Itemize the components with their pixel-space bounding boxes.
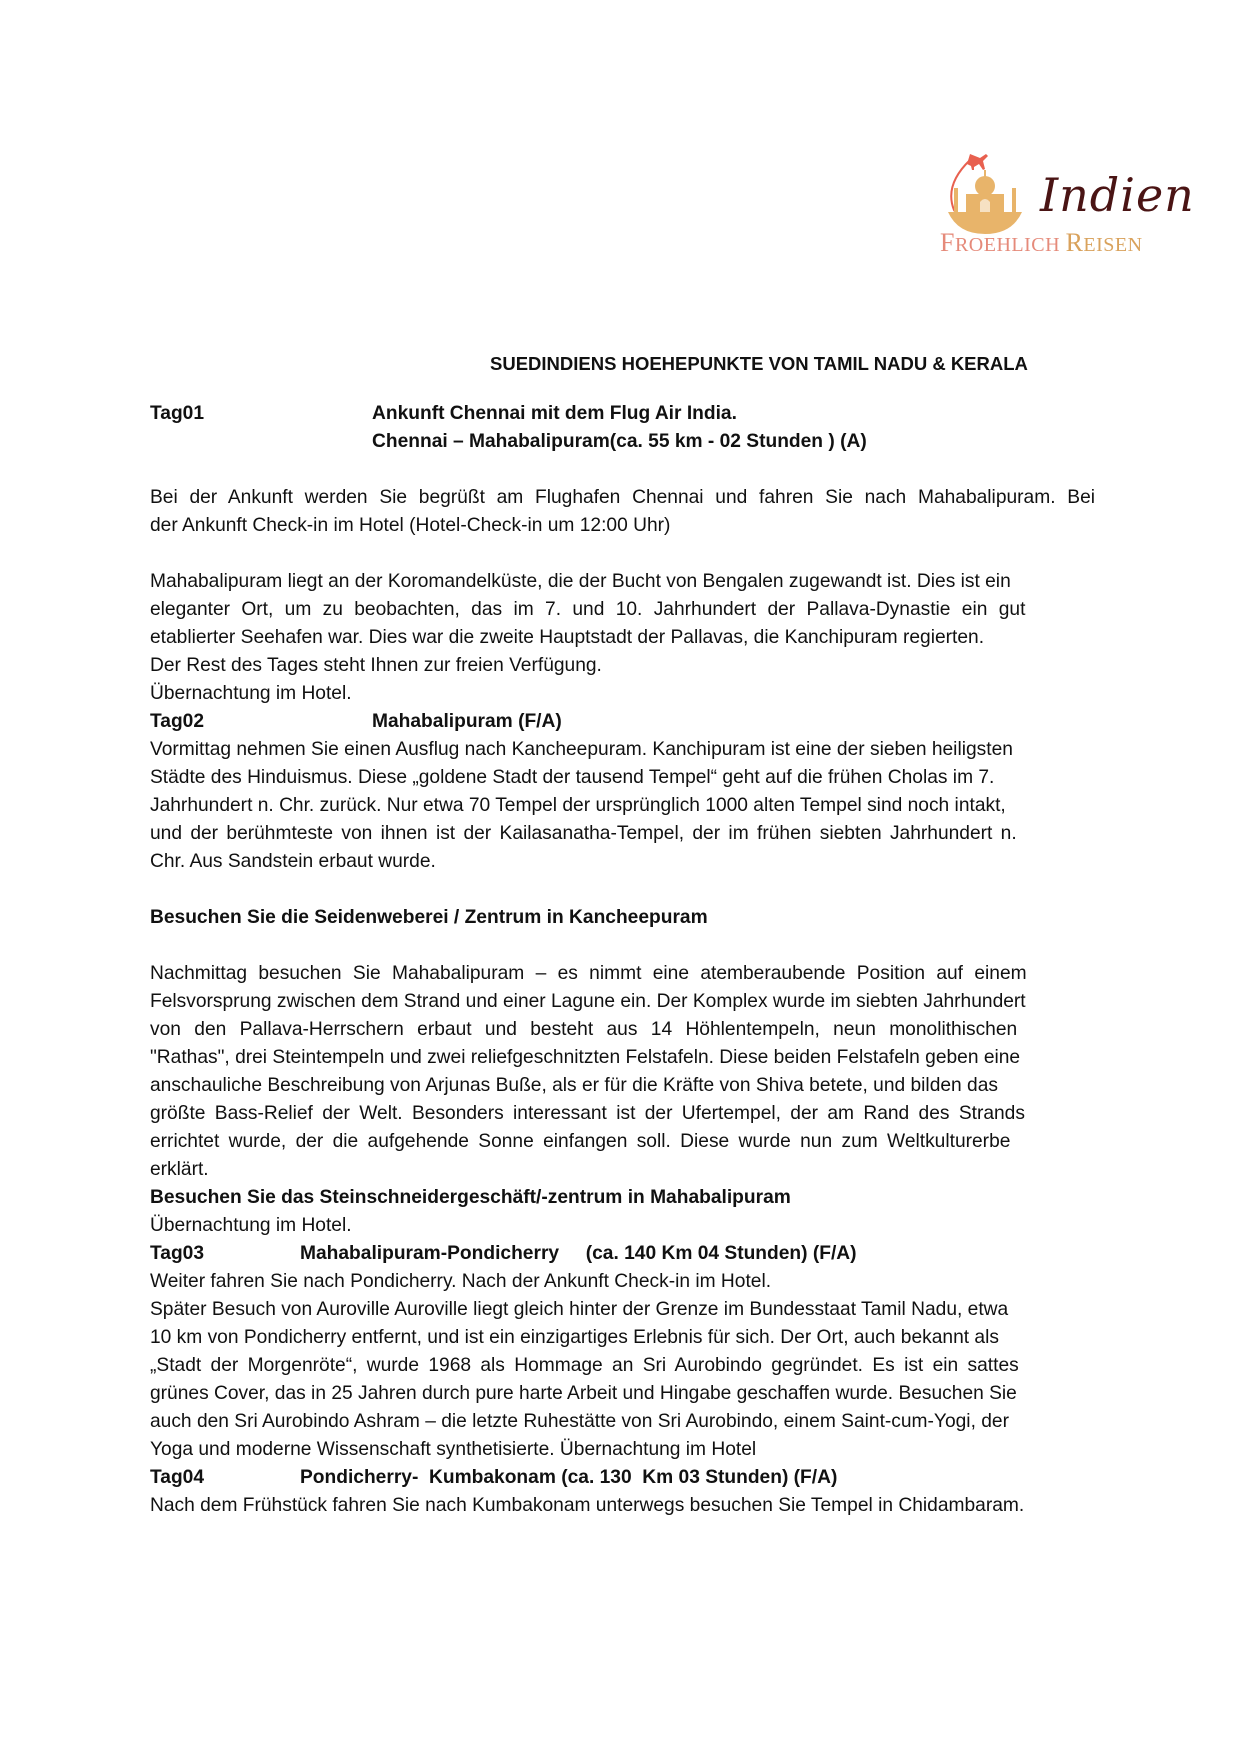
taj-mahal-plane-icon (940, 150, 1040, 235)
day-route-01b: Chennai – Mahabalipuram(ca. 55 km - 02 Stunden ) (A) (372, 431, 867, 452)
day01-mahabalipuram-paragraph: Mahabalipuram liegt an der Koromandelküste, die der Bucht von Bengalen zugewandt ist. Dies ist ein eleganter Ort, um zu beobachten, das im 7. und 10. Jahrhundert der Pallava-Dynastie ein gut etablierter Seehafen war. Dies war die zweite Hauptstadt der Pallavas, die Kanchipuram regierten. Der Rest des Tages steht Ihnen zur freien Verfügung. Übernachtung im Hotel. (150, 571, 1026, 704)
day-route-04: Pondicherry- Kumbakonam (ca. 130 Km 03 Stunden) (F/A) (300, 1467, 838, 1488)
day-label-01: Tag01 (150, 403, 205, 424)
day02-silk-weaving-visit: Besuchen Sie die Seidenweberei / Zentrum in Kancheepuram (150, 907, 708, 928)
day-route-02: Mahabalipuram (F/A) (372, 711, 562, 732)
day02-stone-carving-visit: Besuchen Sie das Steinschneidergeschäft/-zentrum in Mahabalipuram (150, 1187, 791, 1208)
day04-paragraph: Nach dem Frühstück fahren Sie nach Kumbakonam unterwegs besuchen Sie Tempel in Chidambaram. (150, 1495, 1025, 1516)
day-label-02: Tag02 (150, 711, 205, 732)
logo-subtitle: FROEHLICH REISEN (940, 228, 1143, 257)
document-title: SUEDINDIENS HOEHEPUNKTE VON TAMIL NADU & KERALA (490, 353, 1028, 374)
company-logo (940, 150, 1195, 260)
day02-overnight: Übernachtung im Hotel. (150, 1215, 352, 1236)
day-route-01a: Ankunft Chennai mit dem Flug Air India. (372, 403, 737, 424)
day03-paragraph: Weiter fahren Sie nach Pondicherry. Nach der Ankunft Check-in im Hotel. Später Besuch von Auroville Auroville liegt gleich hinter der Grenze im Bundesstaat Tamil Nadu, etwa 10 km von Pondicherry entfernt, und ist ein einzigartiges Erlebnis für sich. Der Ort, auch bekannt als „Stadt der Morgenröte“, wurde 1968 als Hommage an Sri Aurobindo gegründet. Es ist ein sattes grünes Cover, das in 25 Jahren durch pure harte Arbeit und Hingabe geschaffen wurde. Besuchen Sie auch den Sri Aurobindo Ashram – die letzte Ruhestätte von Sri Aurobindo, einem Saint-cum-Yogi, der Yoga und moderne Wissenschaft synthetisierte. Übernachtung im Hotel (150, 1271, 1019, 1460)
logo-wordmark: Indien (1040, 168, 1195, 222)
day02-morning-paragraph: Vormittag nehmen Sie einen Ausflug nach Kancheepuram. Kanchipuram ist eine der sieben heiligsten Städte des Hinduismus. Diese „goldene Stadt der tausend Tempel“ geht auf die frühen Cholas im 7. Jahrhundert n. Chr. zurück. Nur etwa 70 Tempel der ursprünglich 1000 alten Tempel sind noch intakt, und der berühmteste von ihnen ist der Kailasanatha-Tempel, der im frühen siebten Jahrhundert n. Chr. Aus Sandstein erbaut wurde. (150, 739, 1017, 872)
day-label-04: Tag04 (150, 1467, 205, 1488)
day-label-03: Tag03 (150, 1243, 205, 1264)
day01-arrival-paragraph: Bei der Ankunft werden Sie begrüßt am Flughafen Chennai und fahren Sie nach Mahabalipuram. Bei der Ankunft Check-in im Hotel (Hotel-Check-in um 12:00 Uhr) (150, 487, 1095, 536)
day-route-03: Mahabalipuram-Pondicherry (ca. 140 Km 04 Stunden) (F/A) (300, 1243, 857, 1264)
day02-afternoon-paragraph: Nachmittag besuchen Sie Mahabalipuram – es nimmt eine atemberaubende Position auf einem Felsvorsprung zwischen dem Strand und einer Lagune ein. Der Komplex wurde im siebten Jahrhundert von den Pallava-Herrschern erbaut und besteht aus 14 Höhlentempeln, neun monolithischen "Rathas", drei Steintempeln und zwei reliefgeschnitzten Felstafeln. Diese beiden Felstafeln geben eine anschauliche Beschreibung von Arjunas Buße, als er für die Kräfte von Shiva betete, und bilden das größte Bass-Relief der Welt. Besonders interessant ist der Ufertempel, der am Rand des Strands errichtet wurde, der die aufgehende Sonne einfangen soll. Diese wurde nun zum Weltkulturerbe erklärt. (150, 963, 1027, 1180)
